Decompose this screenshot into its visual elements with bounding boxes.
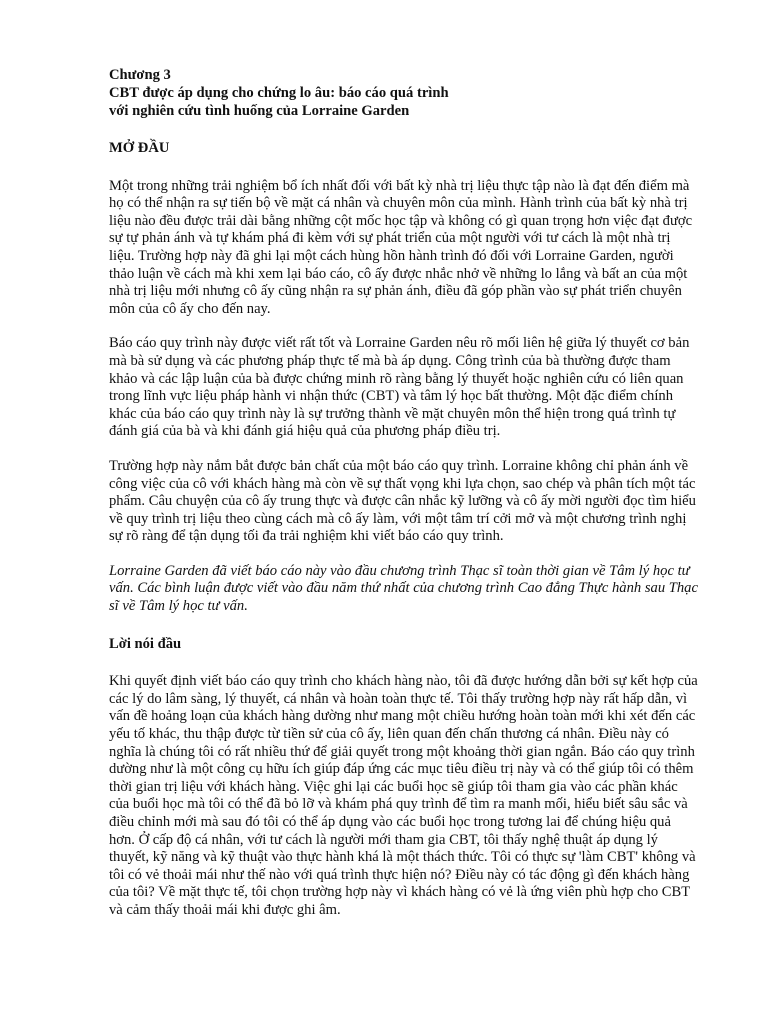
intro-paragraph-1: Một trong những trải nghiệm bổ ích nhất đối với bất kỳ nhà trị liệu thực tập nào là đạt đến điểm mà họ có thể nhận ra sự tiến bộ về mặt cá nhân và chuyên môn của mình. Hành trình của bất kỳ nhà trị liệu nào đều được trải dài bằng những cột mốc học tập và không có gì quan trọng hơn việc đạt được sự tự phản ánh và tự khám phá đi kèm với sự phát triển của một người với tư cách là một nhà trị liệu. Trường hợp này đã ghi lại một cách hùng hồn hành trình đó đối với Lorraine Garden, người thảo luận về cách mà khi xem lại báo cáo, cô ấy được nhắc nhở về những lo lắng và bất an của một nhà trị liệu mới nhưng cô ấy cũng nhận ra sự phản ánh, điều đã góp phần vào sự phát triển chuyên môn của cô ấy cho đến nay. [109,177,693,317]
preface-heading: Lời nói đầu [109,635,182,652]
chapter-title-line-2: với nghiên cứu tình huống của Lorraine Garden [109,103,410,119]
author-note: Lorraine Garden đã viết báo cáo này vào đầu chương trình Thạc sĩ toàn thời gian về Tâm lý học tư vấn. Các bình luận được viết vào đầu năm thứ nhất của chương trình Cao đẳng Thực hành sau Thạc sĩ về Tâm lý học tư vấn. [109,562,698,615]
intro-heading: MỞ ĐẦU [109,140,170,156]
preface-paragraph: Khi quyết định viết báo cáo quy trình cho khách hàng nào, tôi đã được hướng dẫn bởi sự kết hợp của các lý do lâm sàng, lý thuyết, cá nhân và hoàn toàn thực tế. Tôi thấy trường hợp này rất hấp dẫn, vì vấn đề hoảng loạn của khách hàng dường như mang một chiều hướng hoàn toàn mới khi xét đến các yếu tố khác, thu thập được từ tiền sử của cô ấy, liên quan đến chấn thương cá nhân. Điều này có nghĩa là chúng tôi có rất nhiều thứ để giải quyết trong một khoảng thời gian ngắn. Báo cáo quy trình dường như là một công cụ hữu ích giúp đáp ứng các mục tiêu điều trị này và có thể giúp tôi có thêm thời gian trị liệu với khách hàng. Việc ghi lại các buổi học sẽ giúp tôi tham gia vào các phần khác của buổi học mà tôi có thể đã bỏ lỡ và khám phá quy trình để tìm ra manh mối, hiểu biết sâu sắc và điều chỉnh mới mà sau đó tôi có thể áp dụng vào các buổi học trong tương lai để chúng hiệu quả hơn. Ở cấp độ cá nhân, với tư cách là người mới tham gia CBT, tôi thấy nghệ thuật áp dụng lý thuyết, kỹ năng và kỹ thuật vào thực hành khá là một thách thức. Tôi có thực sự 'làm CBT' không và tôi có vẻ thoải mái như thế nào với quá trình thực hiện nó? Điều này có tác động gì đến khách hàng của tôi? Về mặt thực tế, tôi chọn trường hợp này vì khách hàng có vẻ là ứng viên phù hợp cho CBT và cảm thấy thoải mái khi được ghi âm. [109,673,698,918]
chapter-title-line-1: CBT được áp dụng cho chứng lo âu: báo cáo quá trình [109,85,449,101]
chapter-number: Chương 3 [109,67,171,83]
document-page [109,66,699,920]
intro-paragraph-3: Trường hợp này nắm bắt được bản chất của một báo cáo quy trình. Lorraine không chỉ phản ánh về công việc của cô với khách hàng mà còn về sự thất vọng khi lựa chọn, sao chép và phân tích một tác phẩm. Câu chuyện của cô ấy trung thực và được cân nhắc kỹ lưỡng và cô ấy mời người đọc tìm hiểu về quy trình trị liệu theo cùng cách mà cô ấy làm, với một tâm trí cởi mở và một chương trình nghị sự rõ ràng để tận dụng tối đa trải nghiệm khi viết báo cáo quy trình. [109,457,696,545]
chapter-title [109,66,699,120]
intro-paragraph-2: Báo cáo quy trình này được viết rất tốt và Lorraine Garden nêu rõ mối liên hệ giữa lý thuyết cơ bản mà bà sử dụng và các phương pháp thực tế mà bà áp dụng. Công trình của bà thường được tham khảo và các lập luận của bà được chứng minh rõ ràng bằng lý thuyết hoặc nghiên cứu có liên quan trong lĩnh vực liệu pháp hành vi nhận thức (CBT) và tâm lý học bất thường. Một đặc điểm chính khác của báo cáo quy trình này là sự trưởng thành về mặt chuyên môn thể hiện trong quá trình tự đánh giá của bà và khi đánh giá hiệu quả của phương pháp điều trị. [109,335,690,440]
